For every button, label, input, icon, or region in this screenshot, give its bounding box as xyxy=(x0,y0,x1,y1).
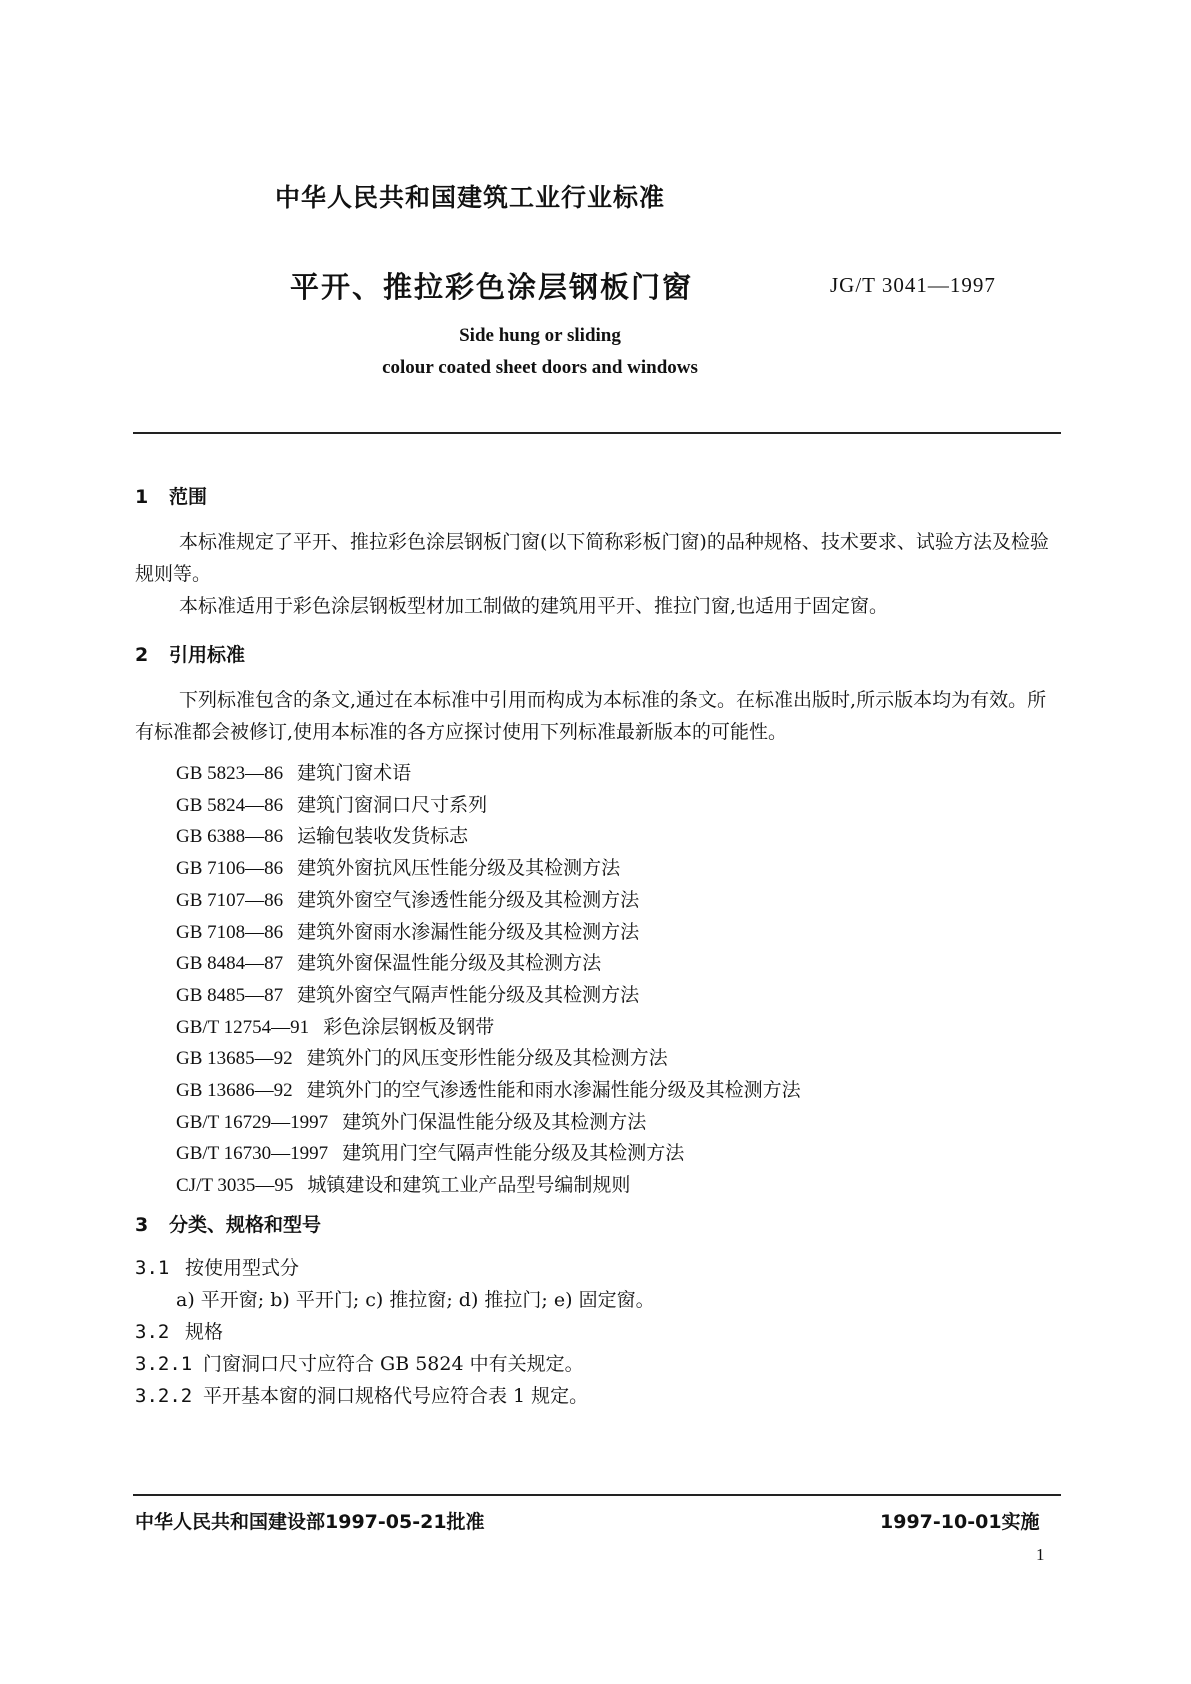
scope-paragraph-1: 本标准规定了平开、推拉彩色涂层钢板门窗(以下简称彩板门窗)的品种规格、技术要求、试验方法及检验规则等。 xyxy=(135,531,1049,585)
reference-title: 建筑外门的空气渗透性能和雨水渗漏性能分级及其检测方法 xyxy=(306,1079,801,1101)
reference-title: 城镇建设和建筑工业产品型号编制规则 xyxy=(307,1174,631,1196)
reference-code: GB 13686—92 xyxy=(176,1080,293,1101)
reference-title: 建筑外门保温性能分级及其检测方法 xyxy=(342,1111,647,1133)
reference-title: 彩色涂层钢板及钢带 xyxy=(323,1016,495,1038)
standard-code: JG/T 3041—1997 xyxy=(830,273,996,297)
reference-title: 建筑外门的风压变形性能分级及其检测方法 xyxy=(306,1047,668,1069)
footer-divider xyxy=(133,1494,1061,1496)
section-number: 3 xyxy=(135,1214,149,1236)
reference-code: GB 8484—87 xyxy=(176,953,284,974)
subsection-number: 3.2.1 xyxy=(135,1353,193,1375)
subsection-text: 门窗洞口尺寸应符合 GB 5824 中有关规定。 xyxy=(203,1353,584,1375)
reference-title: 建筑门窗术语 xyxy=(297,762,412,784)
doc-title: 平开、推拉彩色涂层钢板门窗 xyxy=(290,270,694,304)
reference-code: GB 8485—87 xyxy=(176,985,284,1006)
reference-item xyxy=(176,1107,646,1134)
reference-code: GB 6388—86 xyxy=(176,826,284,847)
section-heading-scope xyxy=(135,482,207,509)
approval-date: 中华人民共和国建设部1997-05-21批准 xyxy=(135,1511,485,1533)
subsection-3-2-1 xyxy=(135,1349,584,1376)
reference-title: 建筑外窗雨水渗漏性能分级及其检测方法 xyxy=(297,921,640,943)
reference-code: GB/T 12754—91 xyxy=(176,1017,310,1038)
subsection-title: 规格 xyxy=(185,1321,224,1343)
reference-item xyxy=(176,1075,801,1102)
scope-paragraph-2: 本标准适用于彩色涂层钢板型材加工制做的建筑用平开、推拉门窗,也适用于固定窗。 xyxy=(179,595,889,617)
page-number: 1 xyxy=(1036,1545,1045,1564)
reference-item xyxy=(176,853,620,880)
reference-item xyxy=(176,917,639,944)
subsection-number: 3.2 xyxy=(135,1321,170,1343)
reference-code: GB 7107—86 xyxy=(176,890,284,911)
reference-code: GB 7106—86 xyxy=(176,858,284,879)
reference-title: 建筑用门空气隔声性能分级及其检测方法 xyxy=(342,1142,685,1164)
reference-code: GB 5824—86 xyxy=(176,795,284,816)
reference-title: 建筑门窗洞口尺寸系列 xyxy=(297,794,488,816)
subsection-text: 平开基本窗的洞口规格代号应符合表 1 规定。 xyxy=(203,1385,589,1407)
reference-item xyxy=(176,885,639,912)
reference-item xyxy=(176,1138,684,1165)
section-title: 引用标准 xyxy=(169,644,246,666)
reference-title: 建筑外窗空气渗透性能分级及其检测方法 xyxy=(297,889,640,911)
reference-item xyxy=(176,948,601,975)
section-number: 2 xyxy=(135,644,149,666)
reference-code: GB/T 16729—1997 xyxy=(176,1112,329,1133)
reference-item xyxy=(176,790,487,817)
reference-item xyxy=(176,758,411,785)
reference-code: GB 5823—86 xyxy=(176,763,284,784)
effective-date: 1997-10-01实施 xyxy=(880,1511,1040,1533)
reference-code: CJ/T 3035—95 xyxy=(176,1175,294,1196)
header-divider xyxy=(133,432,1061,434)
subsection-title: 按使用型式分 xyxy=(185,1257,300,1279)
references-paragraph: 下列标准包含的条文,通过在本标准中引用而构成为本标准的条文。在标准出版时,所示版本均为有效。所有标准都会被修订,使用本标准的各方应探讨使用下列标准最新版本的可能性。 xyxy=(135,689,1047,743)
subsection-3-2-2 xyxy=(135,1381,588,1408)
english-title-line1: Side hung or sliding xyxy=(459,325,621,346)
reference-item xyxy=(176,980,639,1007)
subsection-3-1 xyxy=(135,1253,299,1280)
reference-title: 建筑外窗抗风压性能分级及其检测方法 xyxy=(297,857,621,879)
reference-item xyxy=(176,1170,630,1197)
reference-title: 建筑外窗空气隔声性能分级及其检测方法 xyxy=(297,984,640,1006)
section-heading-references xyxy=(135,640,245,667)
subsection-3-2 xyxy=(135,1317,223,1344)
section-title: 分类、规格和型号 xyxy=(169,1214,322,1236)
english-title-line2: colour coated sheet doors and windows xyxy=(382,357,698,378)
reference-item xyxy=(176,1012,494,1039)
reference-title: 运输包装收发货标志 xyxy=(297,825,469,847)
org-title: 中华人民共和国建筑工业行业标准 xyxy=(275,183,666,212)
reference-code: GB 13685—92 xyxy=(176,1048,293,1069)
reference-code: GB 7108—86 xyxy=(176,922,284,943)
reference-item xyxy=(176,1043,668,1070)
subsection-number: 3.1 xyxy=(135,1257,170,1279)
section-title: 范围 xyxy=(169,486,208,508)
subsection-number: 3.2.2 xyxy=(135,1385,193,1407)
section-heading-classification xyxy=(135,1210,321,1237)
reference-title: 建筑外窗保温性能分级及其检测方法 xyxy=(297,952,602,974)
usage-type-list: a) 平开窗; b) 平开门; c) 推拉窗; d) 推拉门; e) 固定窗。 xyxy=(176,1289,655,1311)
section-number: 1 xyxy=(135,486,149,508)
reference-code: GB/T 16730—1997 xyxy=(176,1143,329,1164)
reference-item xyxy=(176,821,468,848)
